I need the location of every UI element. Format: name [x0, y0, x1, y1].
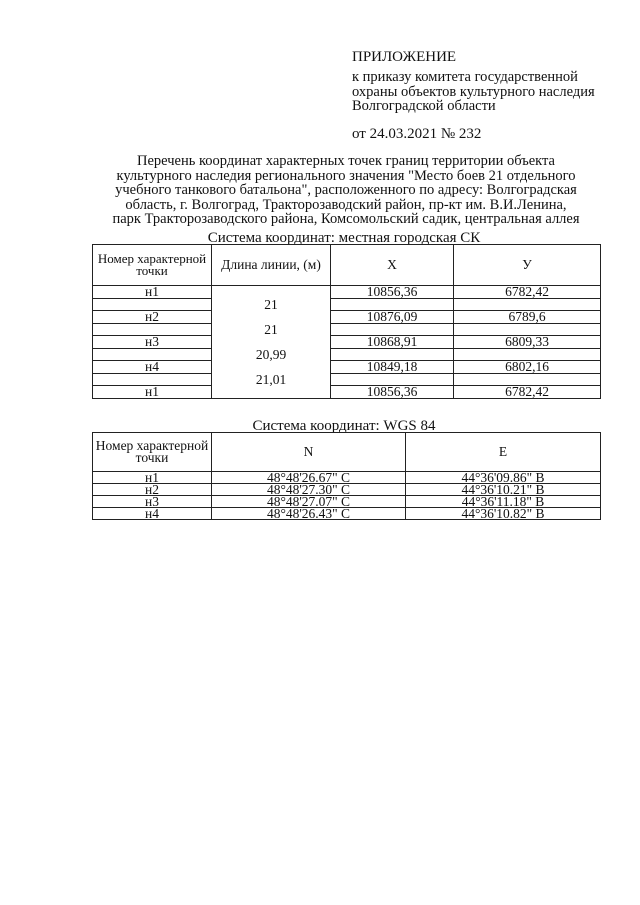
table-row: [93, 336, 601, 349]
point-name: н2: [93, 311, 212, 324]
table-row: [93, 311, 601, 324]
x-value: 10876,09: [331, 311, 454, 324]
x-value: 10868,91: [331, 336, 454, 349]
x-value: 10856,36: [331, 386, 454, 399]
latitude-value: 48°48'26.43" С: [212, 508, 406, 520]
y-value: 6802,16: [454, 361, 601, 374]
heading-line: Перечень координат характерных точек границ территории объекта: [137, 153, 555, 169]
y-value: 6789,6: [454, 311, 601, 324]
length-value: 20,99: [212, 349, 331, 361]
table-row: [93, 286, 601, 299]
point-name: н4: [93, 361, 212, 374]
point-name: н1: [93, 286, 212, 299]
length-value: 21,01: [212, 374, 331, 386]
y-value: 6782,42: [454, 286, 601, 299]
header-line-length: Длина линии, (м): [212, 245, 331, 286]
local-table-caption: Система координат: местная городская СК: [207, 230, 481, 246]
header-e: E: [406, 433, 601, 472]
order-line: к приказу комитета государственной: [352, 69, 578, 85]
wgs-table-caption: Система координат: WGS 84: [252, 418, 436, 434]
heading-line: учебного танкового батальона", расположенного по адресу: Волгоградская: [115, 182, 577, 199]
order-date: от 24.03.2021 № 232: [352, 126, 482, 142]
point-name: н3: [93, 336, 212, 349]
order-reference: [352, 70, 608, 114]
x-value: 10856,36: [331, 286, 454, 299]
latitude-value: 48°48'27.30" С: [212, 484, 406, 496]
header-point-number: Номер характерной точки: [93, 245, 212, 286]
point-name: н4: [93, 508, 212, 520]
wgs84-coordinates-table: [92, 432, 601, 520]
local-coordinates-table: [92, 244, 601, 399]
x-value: 10849,18: [331, 361, 454, 374]
appendix-title: ПРИЛОЖЕНИЕ: [352, 49, 457, 65]
longitude-value: 44°36'11.18" В: [406, 496, 601, 508]
table-row: [93, 508, 601, 520]
order-line: охраны объектов культурного наследия: [352, 83, 595, 100]
header-y: У: [454, 245, 601, 286]
order-line: Волгоградской области: [352, 98, 496, 114]
table-row: [93, 386, 601, 399]
longitude-value: 44°36'10.21" В: [406, 484, 601, 496]
length-value: 21: [212, 324, 331, 336]
point-name: н3: [93, 496, 212, 508]
point-name: н1: [93, 472, 212, 484]
heading-line: культурного наследия регионального значения "Место боев 21 отдельного: [116, 167, 576, 184]
point-name: н1: [93, 386, 212, 399]
header-x: X: [331, 245, 454, 286]
point-name: н2: [93, 484, 212, 496]
table-row: [93, 361, 601, 374]
table-header-row: [93, 433, 601, 472]
length-value: 21: [212, 299, 331, 311]
header-point-number: Номер характерной точки: [93, 433, 212, 472]
longitude-value: 44°36'10.82" В: [406, 508, 601, 520]
y-value: 6782,42: [454, 386, 601, 399]
y-value: 6809,33: [454, 336, 601, 349]
latitude-value: 48°48'27.07" С: [212, 496, 406, 508]
document-heading: [88, 154, 604, 227]
heading-line: парк Тракторозаводского района, Комсомольский садик, центральная аллея: [112, 211, 580, 228]
header-n: N: [212, 433, 406, 472]
table-header-row: [93, 245, 601, 286]
heading-line: область, г. Волгоград, Тракторозаводский район, пр-кт им. В.И.Ленина,: [125, 196, 567, 213]
length-cell-empty: [212, 386, 331, 399]
longitude-value: 44°36'09.86" В: [406, 472, 601, 484]
latitude-value: 48°48'26.67" С: [212, 472, 406, 484]
